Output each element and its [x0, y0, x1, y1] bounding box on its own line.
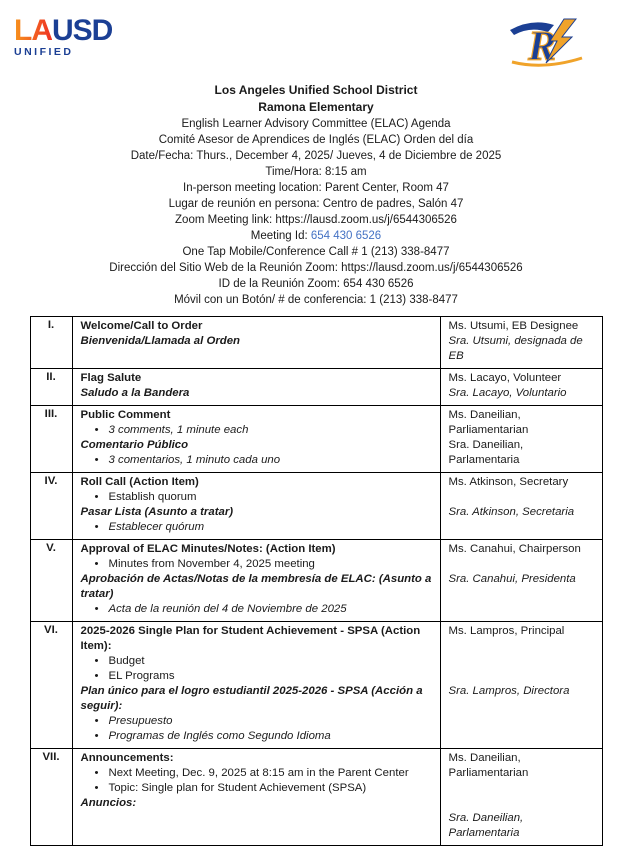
content-line: Approval of ELAC Minutes/Notes: (Action Item) [80, 543, 336, 555]
row-content-cell [72, 317, 440, 369]
agenda-row [30, 473, 602, 540]
header-line: Time/Hora: 8:15 am [265, 166, 367, 178]
content-line: Pasar Lista (Asunto a tratar) [80, 506, 234, 518]
document-masthead [0, 14, 632, 70]
content-line: Roll Call (Action Item) [80, 476, 199, 488]
bullet-icon: • [94, 670, 99, 682]
content-line: Bienvenida/Llamada al Orden [80, 335, 241, 347]
bullet-icon: • [94, 558, 99, 570]
agenda-row [30, 406, 602, 473]
row-person-cell [440, 473, 602, 540]
header-line: Comité Asesor de Aprendices de Inglés (ELAC) Orden del día [158, 134, 474, 146]
agenda-table [30, 316, 603, 846]
header-link-line[interactable]: Dirección del Sitio Web de la Reunión Zoom: https://lausd.zoom.us/j/6544306526 [109, 262, 523, 274]
lausd-usd-text: USD [52, 14, 113, 47]
content-line: Public Comment [80, 409, 171, 421]
person-line: Sra. Utsumi, designada de EB [448, 335, 583, 362]
bullet-icon: • [94, 521, 99, 533]
row-person-cell [440, 406, 602, 473]
row-content-cell [72, 540, 440, 622]
row-content-cell [72, 473, 440, 540]
person-line: Sra. Daneilian, Parlamentaria [448, 812, 524, 839]
row-person-cell [440, 369, 602, 406]
content-line-text: Budget [108, 655, 145, 667]
header-line: Date/Fecha: Thurs., December 4, 2025/ Jueves, 4 de Diciembre de 2025 [130, 150, 502, 162]
person-line: Ms. Canahui, Chairperson [448, 543, 581, 555]
row-person-cell [440, 540, 602, 622]
header-line-prefix: Meeting Id: [250, 230, 311, 242]
person-line: Ms. Utsumi, EB Designee [448, 320, 579, 332]
row-numeral: III. [30, 406, 72, 473]
header-line: Los Angeles Unified School District [214, 83, 418, 97]
content-line-text: 3 comentarios, 1 minuto cada uno [108, 454, 281, 466]
person-line: Parliamentarian [448, 767, 529, 779]
header-line: Lugar de reunión en persona: Centro de padres, Salón 47 [168, 198, 464, 210]
content-line: Aprobación de Actas/Notas de la membresía de ELAC: (Asunto a tratar) [80, 573, 432, 600]
row-person-cell [440, 749, 602, 846]
person-line: Ms. Daneilian, [448, 409, 521, 421]
person-line: Sra. Daneilian, Parlamentaria [448, 439, 524, 466]
row-numeral: VI. [30, 622, 72, 749]
content-line: Announcements: [80, 752, 174, 764]
bullet-icon: • [94, 730, 99, 742]
agenda-table-body [30, 317, 602, 846]
bullet-icon: • [94, 454, 99, 466]
content-line [81, 766, 432, 781]
content-line-text: Programas de Inglés como Segundo Idioma [108, 730, 331, 742]
content-line [81, 714, 432, 729]
header-line: In-person meeting location: Parent Center, Room 47 [183, 182, 449, 194]
content-line: Welcome/Call to Order [80, 320, 203, 332]
content-line: Flag Salute [80, 372, 142, 384]
person-line: Ms. Lacayo, Volunteer [448, 372, 562, 384]
content-line-text: 3 comments, 1 minute each [108, 424, 249, 436]
ramona-mascot-logo [506, 16, 586, 75]
content-line-text: Minutes from November 4, 2025 meeting [108, 558, 315, 570]
lausd-wordmark [14, 16, 112, 46]
person-line: Ms. Lampros, Principal [448, 625, 565, 637]
content-line [81, 781, 432, 796]
person-line: Ms. Atkinson, Secretary [448, 476, 569, 488]
bullet-icon: • [94, 782, 99, 794]
header-link-line[interactable]: Zoom Meeting link: https://lausd.zoom.us/j/6544306526 [175, 214, 457, 226]
content-line-text: Establish quorum [108, 491, 197, 503]
header-line: One Tap Mobile/Conference Call # 1 (213) 338-8477 [182, 246, 450, 258]
row-numeral: V. [30, 540, 72, 622]
content-line [81, 557, 432, 572]
row-numeral: IV. [30, 473, 72, 540]
row-content-cell [72, 406, 440, 473]
ramona-mascot-icon [506, 16, 586, 70]
header-line [0, 228, 632, 244]
row-content-cell [72, 622, 440, 749]
person-line: Sra. Atkinson, Secretaria [448, 506, 575, 518]
content-line-text: Topic: Single plan for Student Achievement (SPSA) [108, 782, 367, 794]
bullet-icon: • [94, 491, 99, 503]
bullet-icon: • [94, 655, 99, 667]
mascot-letter: R [528, 24, 557, 70]
content-line [81, 669, 432, 684]
agenda-row [30, 317, 602, 369]
row-person-cell [440, 622, 602, 749]
content-line: Saludo a la Bandera [80, 387, 190, 399]
agenda-row [30, 540, 602, 622]
row-person-cell [440, 317, 602, 369]
content-line-text: Presupuesto [108, 715, 173, 727]
bullet-icon: • [94, 424, 99, 436]
bullet-icon: • [94, 603, 99, 615]
content-line [81, 729, 432, 744]
header-line: English Learner Advisory Committee (ELAC) Agenda [181, 118, 451, 130]
lausd-la-text: LA [14, 14, 52, 47]
row-numeral: II. [30, 369, 72, 406]
header-line: Ramona Elementary [258, 100, 374, 114]
person-line: Sra. Lacayo, Voluntario [448, 387, 567, 399]
person-line: Sra. Lampros, Directora [448, 685, 570, 697]
lausd-unified-text: UNIFIED [14, 46, 74, 58]
row-numeral: I. [30, 317, 72, 369]
agenda-row [30, 749, 602, 846]
agenda-row [30, 622, 602, 749]
person-line: Ms. Daneilian, [448, 752, 521, 764]
content-line [81, 453, 432, 468]
content-line [81, 490, 432, 505]
row-content-cell [72, 749, 440, 846]
content-line-text: Establecer quórum [108, 521, 205, 533]
agenda-row [30, 369, 602, 406]
lausd-logo [14, 16, 112, 58]
content-line: Plan único para el logro estudiantil 2025-2026 - SPSA (Acción a seguir): [80, 685, 423, 712]
content-line: 2025-2026 Single Plan for Student Achievement - SPSA (Action Item): [80, 625, 421, 652]
header-line: ID de la Reunión Zoom: 654 430 6526 [218, 278, 414, 290]
content-line: Anuncios: [80, 797, 137, 809]
header-block [0, 82, 632, 308]
person-line: Sra. Canahui, Presidenta [448, 573, 576, 585]
content-line-text: Next Meeting, Dec. 9, 2025 at 8:15 am in the Parent Center [108, 767, 409, 779]
person-line: Parliamentarian [448, 424, 529, 436]
meeting-id-value: 654 430 6526 [310, 230, 382, 242]
header-line: Móvil con un Botón/ # de conferencia: 1 (213) 338-8477 [174, 294, 458, 306]
row-content-cell [72, 369, 440, 406]
content-line [81, 423, 432, 438]
row-numeral: VII. [30, 749, 72, 846]
content-line [81, 654, 432, 669]
content-line: Comentario Público [80, 439, 189, 451]
content-line-text: EL Programs [108, 670, 175, 682]
content-line [81, 520, 432, 535]
content-line-text: Acta de la reunión del 4 de Noviembre de 2025 [108, 603, 347, 615]
content-line [81, 602, 432, 617]
bullet-icon: • [94, 767, 99, 779]
bullet-icon: • [94, 715, 99, 727]
